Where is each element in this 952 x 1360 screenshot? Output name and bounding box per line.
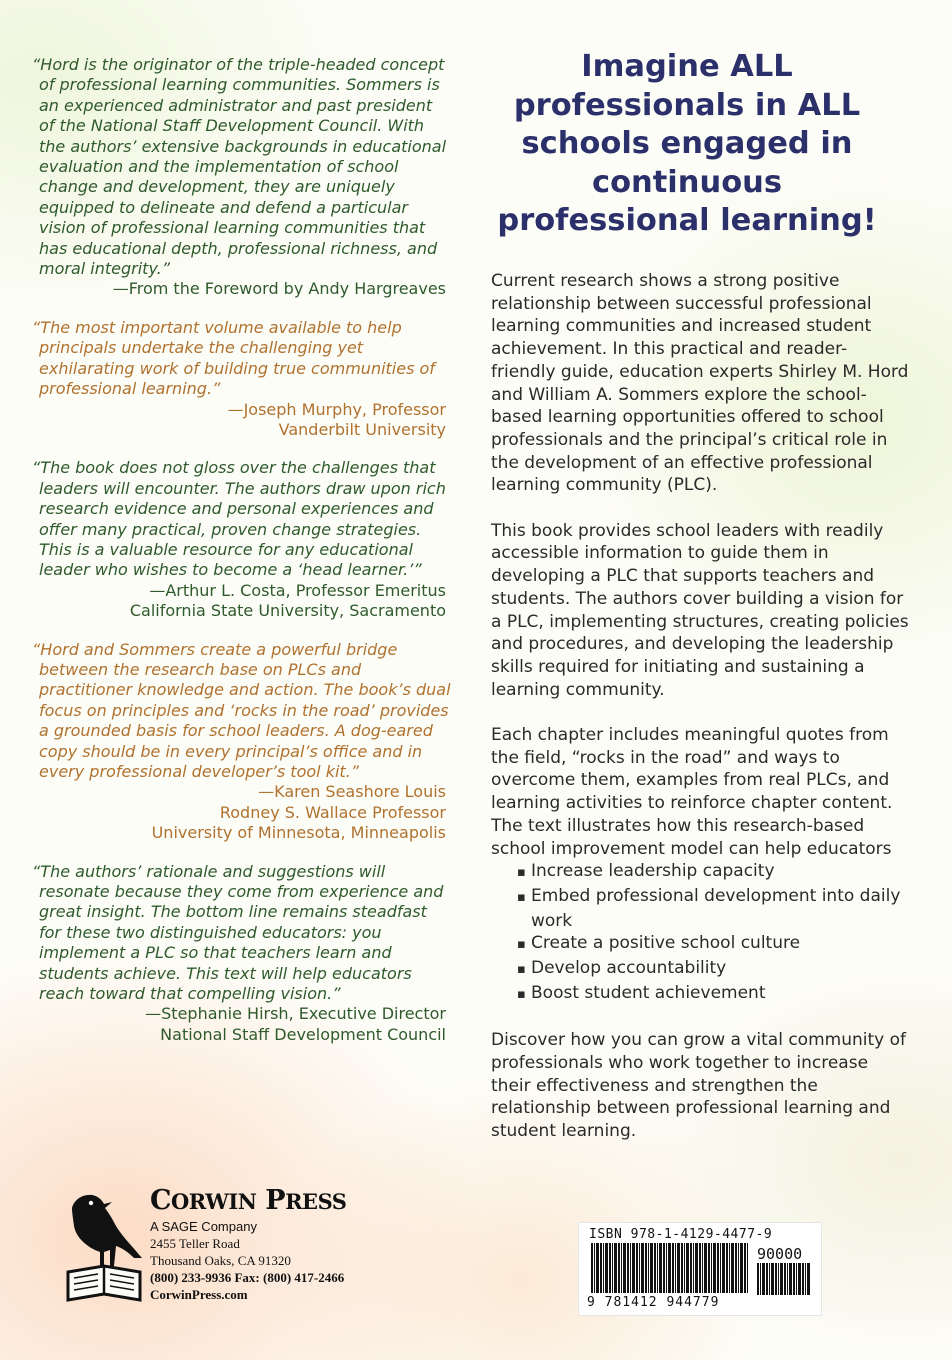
barcode-bar [805,1263,806,1295]
barcode-bar [632,1243,635,1293]
barcode-bar [747,1243,748,1293]
barcode-bar [787,1263,788,1295]
barcode-bar [659,1243,662,1293]
barcode-bar [612,1243,613,1293]
barcode-bar [677,1243,680,1293]
benefit-item: ▪ Embed professional development into daily work [491,885,911,932]
barcode-bar [645,1243,647,1293]
quote-attribution-line: —From the Foreword by Andy Hargreaves [112,279,446,299]
publisher-block [64,1186,394,1306]
barcode-bar [639,1243,640,1293]
barcode-bar [711,1243,712,1293]
benefit-item: ▪ Develop accountability [491,957,911,982]
benefit-item: ▪ Boost student achievement [491,982,911,1007]
barcode-bar [778,1263,779,1295]
barcode-bar [717,1243,719,1293]
barcode-bar [594,1243,595,1293]
quote-attribution-line: —Arthur L. Costa, Professor Emeritus [149,580,446,600]
barcode-bar [630,1243,631,1293]
quote-costa [32,458,452,621]
barcode-bar [668,1243,671,1293]
barcode-bar [603,1243,604,1293]
barcode-bar [738,1243,739,1293]
barcode-bar [681,1243,683,1293]
quote-hargreaves [32,55,452,300]
barcode-bar [675,1243,676,1293]
barcode-bar [757,1263,759,1295]
barcode-bar [798,1263,801,1295]
barcode-bar [614,1243,617,1293]
quote-attribution-line: National Staff Development Council [160,1024,446,1044]
barcode-bar [722,1243,725,1293]
isbn-barcode [578,1222,822,1316]
barcode-bar [591,1243,593,1293]
barcode-bar [713,1243,716,1293]
quote-text: “The authors’ rationale and suggestions will resonate because they come from experience and great insight. The bottom line remains steadfast for these two distinguished educators: you implement a PLC so that teachers learn and students achieve. This text will help educators reach toward that compelling vision.” [32,861,444,1004]
barcode-bar [609,1243,611,1293]
barcode-bar [693,1243,694,1293]
barcode-bar [740,1243,743,1293]
price-code: 90000 [757,1245,803,1263]
barcode-bar [704,1243,707,1293]
quote-attribution-line: Rodney S. Wallace Professor [219,802,446,822]
barcode-bar [666,1243,667,1293]
publisher-address-line: 2455 Teller Road [150,1236,240,1251]
description-paragraph: This book provides school leaders with readily accessible information to guide them in developing a PLC that supports teachers and students. The authors cover building a vision for a PLC, implementing structures, creating policies and procedures, and developing the leadership skills required for initiating and sustaining a learning community. [491,520,909,700]
barcode-bar [654,1243,656,1293]
quote-attribution-line: Vanderbilt University [278,419,446,439]
barcode-bar [686,1243,689,1293]
quote-text: “The most important volume available to help principals undertake the challenging yet exhilarating work of building true communities of professional learning.” [32,317,435,399]
barcode-bar [641,1243,644,1293]
headline: Imagine ALL professionals in ALL schools engaged in continuous professional learning! [497,49,877,239]
quote-attribution-line: California State University, Sacramento [129,601,446,621]
barcode-bars [591,1243,751,1293]
quote-attribution-line: University of Minnesota, Minneapolis [151,823,446,843]
barcode-bar [771,1263,774,1295]
barcode-bar [672,1243,674,1293]
barcode-bar [729,1243,730,1293]
barcode-bar [702,1243,703,1293]
benefit-list [491,860,911,1006]
description-paragraph: Current research shows a strong positive relationship between successful professional learning communities and increased student achievement. In this practical and reader-friendly guide, education experts Shirley M. Hord and William A. Sommers explore the school-based learning opportunities offered to school professionals and the principal’s critical role in the development of an effective professional learning community (PLC). [491,271,909,496]
barcode-bar [802,1263,804,1295]
barcode-bar [760,1263,761,1295]
crow-on-book-logo [64,1186,144,1302]
barcode-bar [775,1263,777,1295]
barcode-bar [766,1263,768,1295]
quote-attribution-line: —Joseph Murphy, Professor [227,399,446,419]
barcode-bar [636,1243,638,1293]
barcode-bar [605,1243,608,1293]
barcode-bar [618,1243,620,1293]
description-paragraph: Discover how you can grow a vital community of professionals who work together to increase their effectiveness and strengthen the relationship between professional learning and student learning. [491,1030,906,1141]
quote-murphy [32,318,452,440]
book-description [491,270,911,1165]
barcode-bar [744,1243,746,1293]
quote-attribution-line: —Stephanie Hirsh, Executive Director [145,1004,446,1024]
barcode-bar [596,1243,599,1293]
barcode-bar [690,1243,692,1293]
description-paragraph: Each chapter includes meaningful quotes from the field, “rocks in the road” and ways to overcome them, examples from real PLCs, and learning activities to reinforce chapter content. The text illustrates how this research-based school improvement model can help educators [491,725,893,859]
barcode-bar [684,1243,685,1293]
isbn-text: ISBN 978-1-4129-4477-9 [589,1227,773,1242]
barcode-bar [796,1263,797,1295]
barcode-bar [726,1243,728,1293]
quote-hirsh [32,862,452,1046]
benefit-item: ▪ Create a positive school culture [491,932,911,957]
quote-text: “The book does not gloss over the challenges that leaders will encounter. The authors draw upon rich research evidence and personal experiences and offer many practical, proven change strategies. This is a valuable resource for any educational leader who wishes to become a ‘head learner.’” [32,458,446,580]
barcode-bar [784,1263,786,1295]
barcode-bar [699,1243,701,1293]
barcode-bar [623,1243,626,1293]
barcode-bar [762,1263,765,1295]
barcode-bar [708,1243,710,1293]
barcode-bar [720,1243,721,1293]
quote-attribution-line: —Karen Seashore Louis [258,782,446,802]
barcode-bar [735,1243,737,1293]
barcode-bar [663,1243,665,1293]
quote-louis [32,640,452,844]
barcode-bar [731,1243,734,1293]
publisher-info [150,1186,346,1303]
barcode-bar [807,1263,810,1295]
barcode-bar [627,1243,629,1293]
quote-text: “Hord and Sommers create a powerful bridge between the research base on PLCs and practitioner knowledge and action. The book’s dual focus on principles and ‘rocks in the road’ provides a grounded basis for school leaders. A dog-eared copy should be in every principal’s office and in every professional developer’s tool kit.” [32,639,451,781]
endorsement-quotes [32,55,452,1063]
barcode-bar [600,1243,602,1293]
ean-digits: 9 781412 944779 [587,1295,720,1310]
barcode-bar [657,1243,658,1293]
publisher-name: CORWIN PRESS [150,1185,347,1216]
quote-text: “Hord is the originator of the triple-headed concept of professional learning communities. Sommers is an experienced administrator and past president of the National Staff Development Council. With the authors’ extensive backgrounds in educational evaluation and the implementation of school change and development, they are uniquely equipped to delineate and defend a particular vision of professional learning communities that has educational depth, professional richness, and moral integrity.” [32,55,447,279]
publisher-tagline: A SAGE Company [150,1219,257,1234]
barcode-bar [789,1263,792,1295]
barcode-bar [621,1243,622,1293]
barcode-bar [793,1263,795,1295]
publisher-phone: (800) 233-9936 Fax: (800) 417-2466 [150,1270,345,1285]
price-barcode-bars [757,1263,811,1295]
barcode-bar [695,1243,698,1293]
publisher-address-line: Thousand Oaks, CA 91320 [150,1253,291,1268]
barcode-bar [648,1243,649,1293]
publisher-website: CorwinPress.com [150,1287,248,1302]
barcode-bar [780,1263,783,1295]
benefit-item: ▪ Increase leadership capacity [491,860,911,885]
barcode-bar [769,1263,770,1295]
barcode-bar [650,1243,653,1293]
